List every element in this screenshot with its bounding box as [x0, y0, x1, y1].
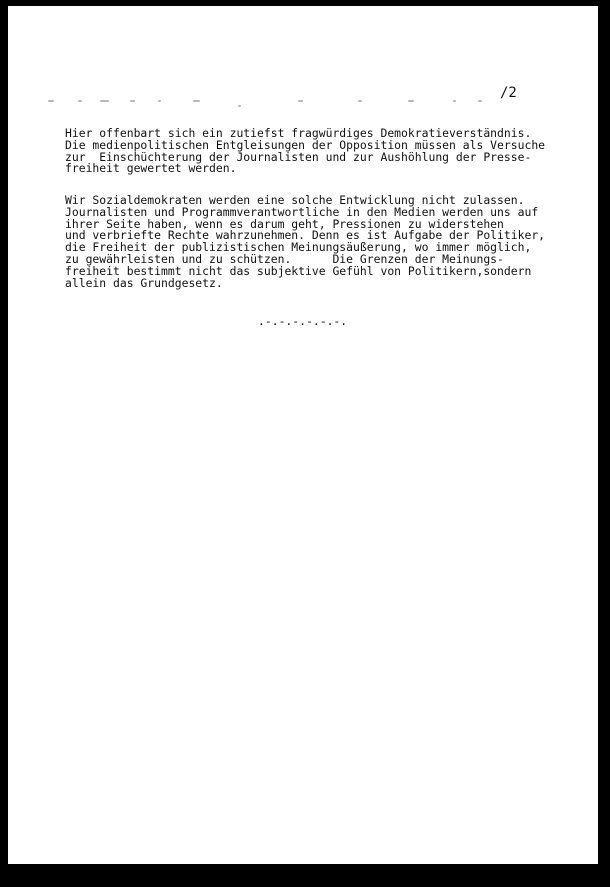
scan-noise	[130, 100, 135, 102]
scan-noise	[158, 100, 161, 102]
text-line: und verbriefte Rechte wahrzunehmen. Denn es ist Aufgabe der Politiker,	[65, 228, 546, 243]
text-line: Die medienpolitischen Entgleisungen der Opposition müssen als Versuche	[65, 137, 546, 152]
paragraph-1	[65, 128, 545, 175]
scan-noise	[453, 100, 456, 102]
scan-noise	[48, 100, 54, 102]
text-line: Wir Sozialdemokraten werden eine solche Entwicklung nicht zulassen.	[65, 193, 525, 207]
text-line: Journalisten und Programmverantwortliche in den Medien werden uns auf	[65, 204, 539, 219]
scan-noise	[193, 100, 200, 102]
scan-noise	[478, 100, 482, 102]
text-line: zur Einschüchterung der Journalisten und zur Aushöhlung der Presse-	[65, 149, 532, 164]
text-line: allein das Grundgesetz.	[65, 275, 223, 290]
text-line: freiheit bestimmt nicht das subjektive Gefühl von Politikern,sondern	[65, 263, 532, 278]
scan-border	[598, 0, 610, 887]
text-line: ihrer Seite haben, wenn es darum geht, Pressionen zu widerstehen	[65, 216, 504, 231]
text-line: Hier offenbart sich ein zutiefst fragwürdiges Demokratieverständnis.	[65, 126, 532, 140]
scan-noise	[78, 100, 82, 102]
scan-noise	[408, 100, 414, 102]
text-line: zu gewährleisten und zu schützen. Die Grenzen der Meinungs-	[65, 251, 504, 266]
paragraph-2	[65, 195, 545, 289]
scan-noise	[238, 105, 241, 107]
text-line: die Freiheit der publizistischen Meinungsäußerung, wo immer möglich,	[65, 240, 532, 255]
page-number: /2	[500, 85, 517, 101]
scan-noise	[358, 100, 362, 102]
text-line: freiheit gewertet werden.	[65, 161, 237, 176]
scan-noise	[100, 100, 109, 102]
end-marker: .-.-.-.-.-.-.	[258, 314, 348, 328]
scan-noise	[298, 100, 303, 102]
